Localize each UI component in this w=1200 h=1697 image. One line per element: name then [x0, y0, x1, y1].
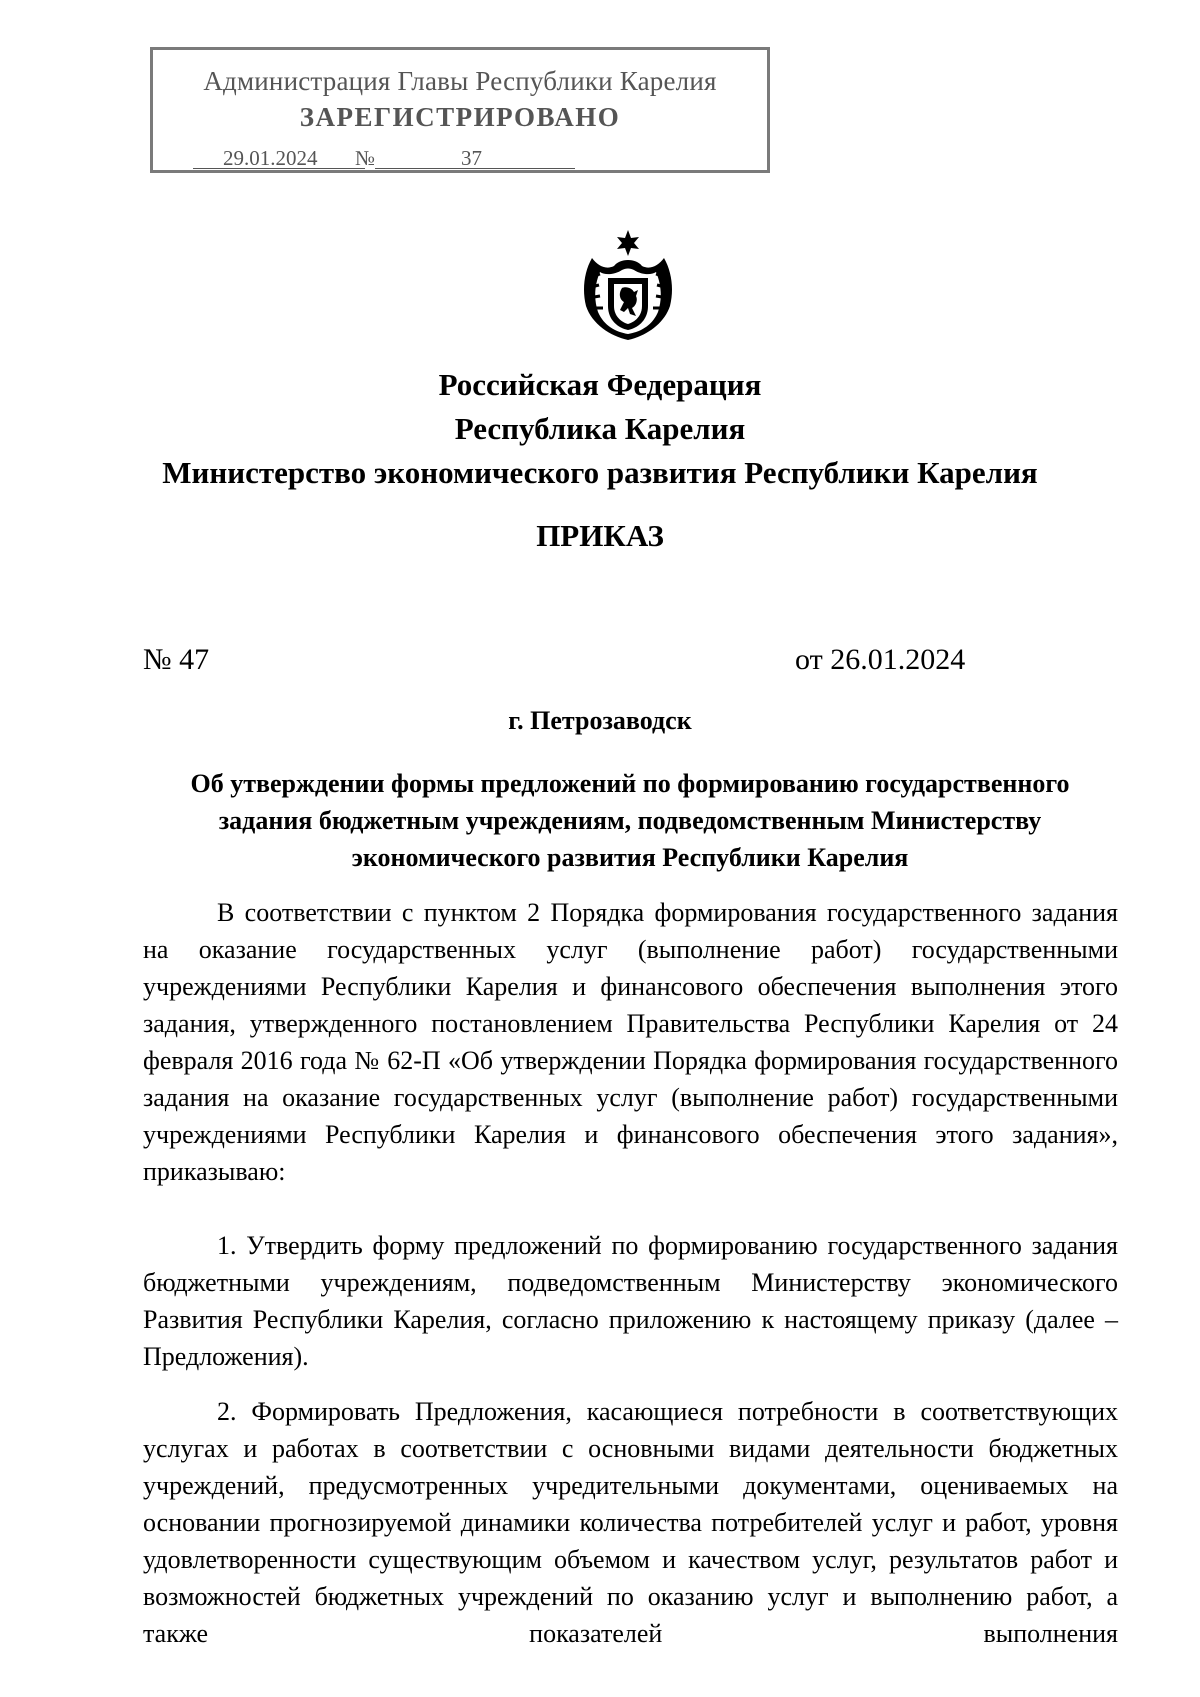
order-number: № 47	[143, 643, 210, 676]
header-country: Российская Федерация	[438, 367, 762, 402]
coat-of-arms-emblem	[578, 228, 678, 342]
stamp-date: 29.01.2024	[223, 146, 318, 170]
stamp-registration-line	[193, 146, 753, 170]
stamp-status: ЗАРЕГИСТРИРОВАНО	[299, 102, 621, 132]
paragraph-preamble: В соответствии с пунктом 2 Порядка формирования государственного задания на оказание государственных услуг (выполнение работ) государственными учреждениями Республики Карелия и финансового обеспечения выполнения этого задания, утвержденного постановлением Правительства Республики Карелия от 24 февраля 2016 года № 62-П «Об утверждении Порядка формирования государственного задания на оказание государственных услуг (выполнение работ) государственными учреждениями Республики Карелия и финансового обеспечения этого задания», приказываю:	[143, 898, 1118, 1186]
header-ministry: Министерство экономического развития Республики Карелия	[162, 455, 1038, 490]
paragraph-item-1: 1. Утвердить форму предложений по формированию государственного задания бюджетными учреждениям, подведомственным Министерству экономического Развития Республики Карелия, согласно приложению к настоящему приказу (далее – Предложения).	[143, 1231, 1118, 1371]
header-region: Республика Карелия	[454, 411, 746, 446]
document-type-title: ПРИКАЗ	[536, 518, 664, 553]
stamp-number: 37	[461, 146, 482, 170]
stamp-number-label: №	[355, 146, 376, 170]
stamp-organization: Администрация Главы Республики Карелия	[203, 66, 717, 96]
paragraph-item-2: 2. Формировать Предложения, касающиеся потребности в соответствующих услугах и работах в соответствии с основными видами деятельности бюджетных учреждений, предусмотренных учредительными документами, оцениваемых на основании прогнозируемой динамики количества потребителей услуг и работ, уровня удовлетворенности существующим объемом и качеством услуг, результатов работ и возможностей бюджетных учреждений по оказанию услуг и выполнению работ, а также показателей выполнения	[143, 1397, 1118, 1648]
order-city: г. Петрозаводск	[508, 706, 692, 735]
stamp-number-underline	[375, 168, 575, 169]
registration-stamp	[150, 47, 770, 173]
stamp-date-underline	[193, 168, 365, 169]
order-subject: Об утверждении формы предложений по формированию государственного задания бюджетным учреждениям, подведомственным Министерству экономического развития Республики Карелия	[190, 769, 1070, 872]
order-date: от 26.01.2024	[795, 643, 966, 676]
